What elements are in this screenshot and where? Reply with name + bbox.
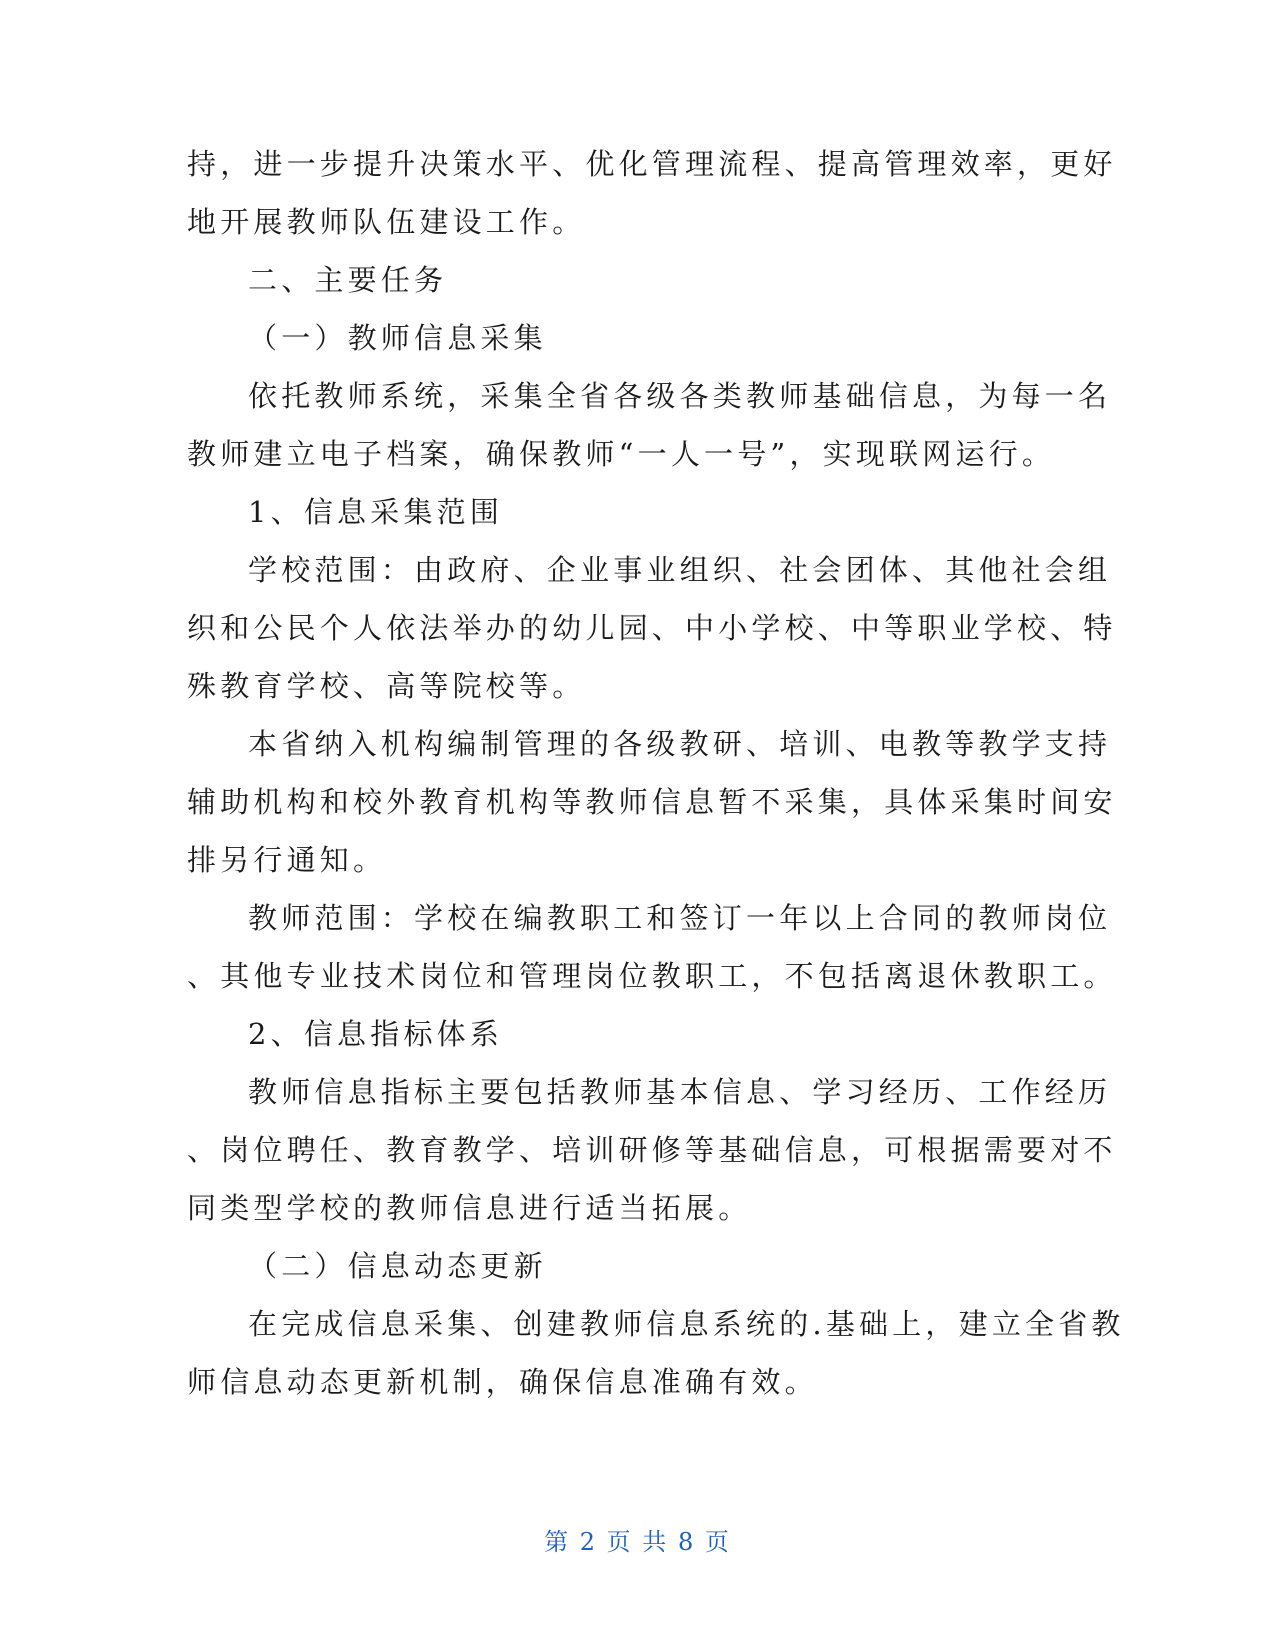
text-line: 排另行通知。 [187,843,387,877]
text-line: 殊教育学校、高等院校等。 [187,669,586,703]
text-line: 织和公民个人依法举办的幼儿园、中小学校、中等职业学校、特 [187,611,1117,645]
text-line: 学校范围：由政府、企业事业组织、社会团体、其他社会组 [248,553,1112,587]
item-heading: 1、信息采集范围 [248,495,504,529]
subsection-heading: （二）信息动态更新 [248,1249,547,1283]
subsection-heading: （一）教师信息采集 [248,321,547,355]
text-line: 本省纳入机构编制管理的各级教研、培训、电教等教学支持 [248,727,1112,761]
text-line: 同类型学校的教师信息进行适当拓展。 [187,1191,752,1225]
text-line: 、岗位聘任、教育教学、培训研修等基础信息，可根据需要对不 [187,1133,1117,1167]
page-footer: 第 2 页 共 8 页 [544,1528,731,1556]
text-line: 依托教师系统，采集全省各级各类教师基础信息，为每一名 [248,379,1112,413]
text-line: 教师建立电子档案，确保教师“一人一号”，实现联网运行。 [187,437,1056,471]
text-line: 教师信息指标主要包括教师基本信息、学习经历、工作经历 [248,1075,1112,1109]
text-line: 师信息动态更新机制，确保信息准确有效。 [187,1365,818,1399]
text-line: 持，进一步提升决策水平、优化管理流程、提高管理效率，更好 [187,147,1117,181]
text-line: 地开展教师队伍建设工作。 [187,205,586,239]
section-heading: 二、主要任务 [248,263,448,297]
text-line: 教师范围：学校在编教职工和签订一年以上合同的教师岗位 [248,901,1112,935]
text-line: 辅助机构和校外教育机构等教师信息暂不采集，具体采集时间安 [187,785,1117,819]
text-line: 在完成信息采集、创建教师信息系统的.基础上，建立全省教 [248,1307,1125,1341]
item-heading: 2、信息指标体系 [248,1017,504,1051]
text-line: 、其他专业技术岗位和管理岗位教职工，不包括离退休教职工。 [187,959,1117,993]
